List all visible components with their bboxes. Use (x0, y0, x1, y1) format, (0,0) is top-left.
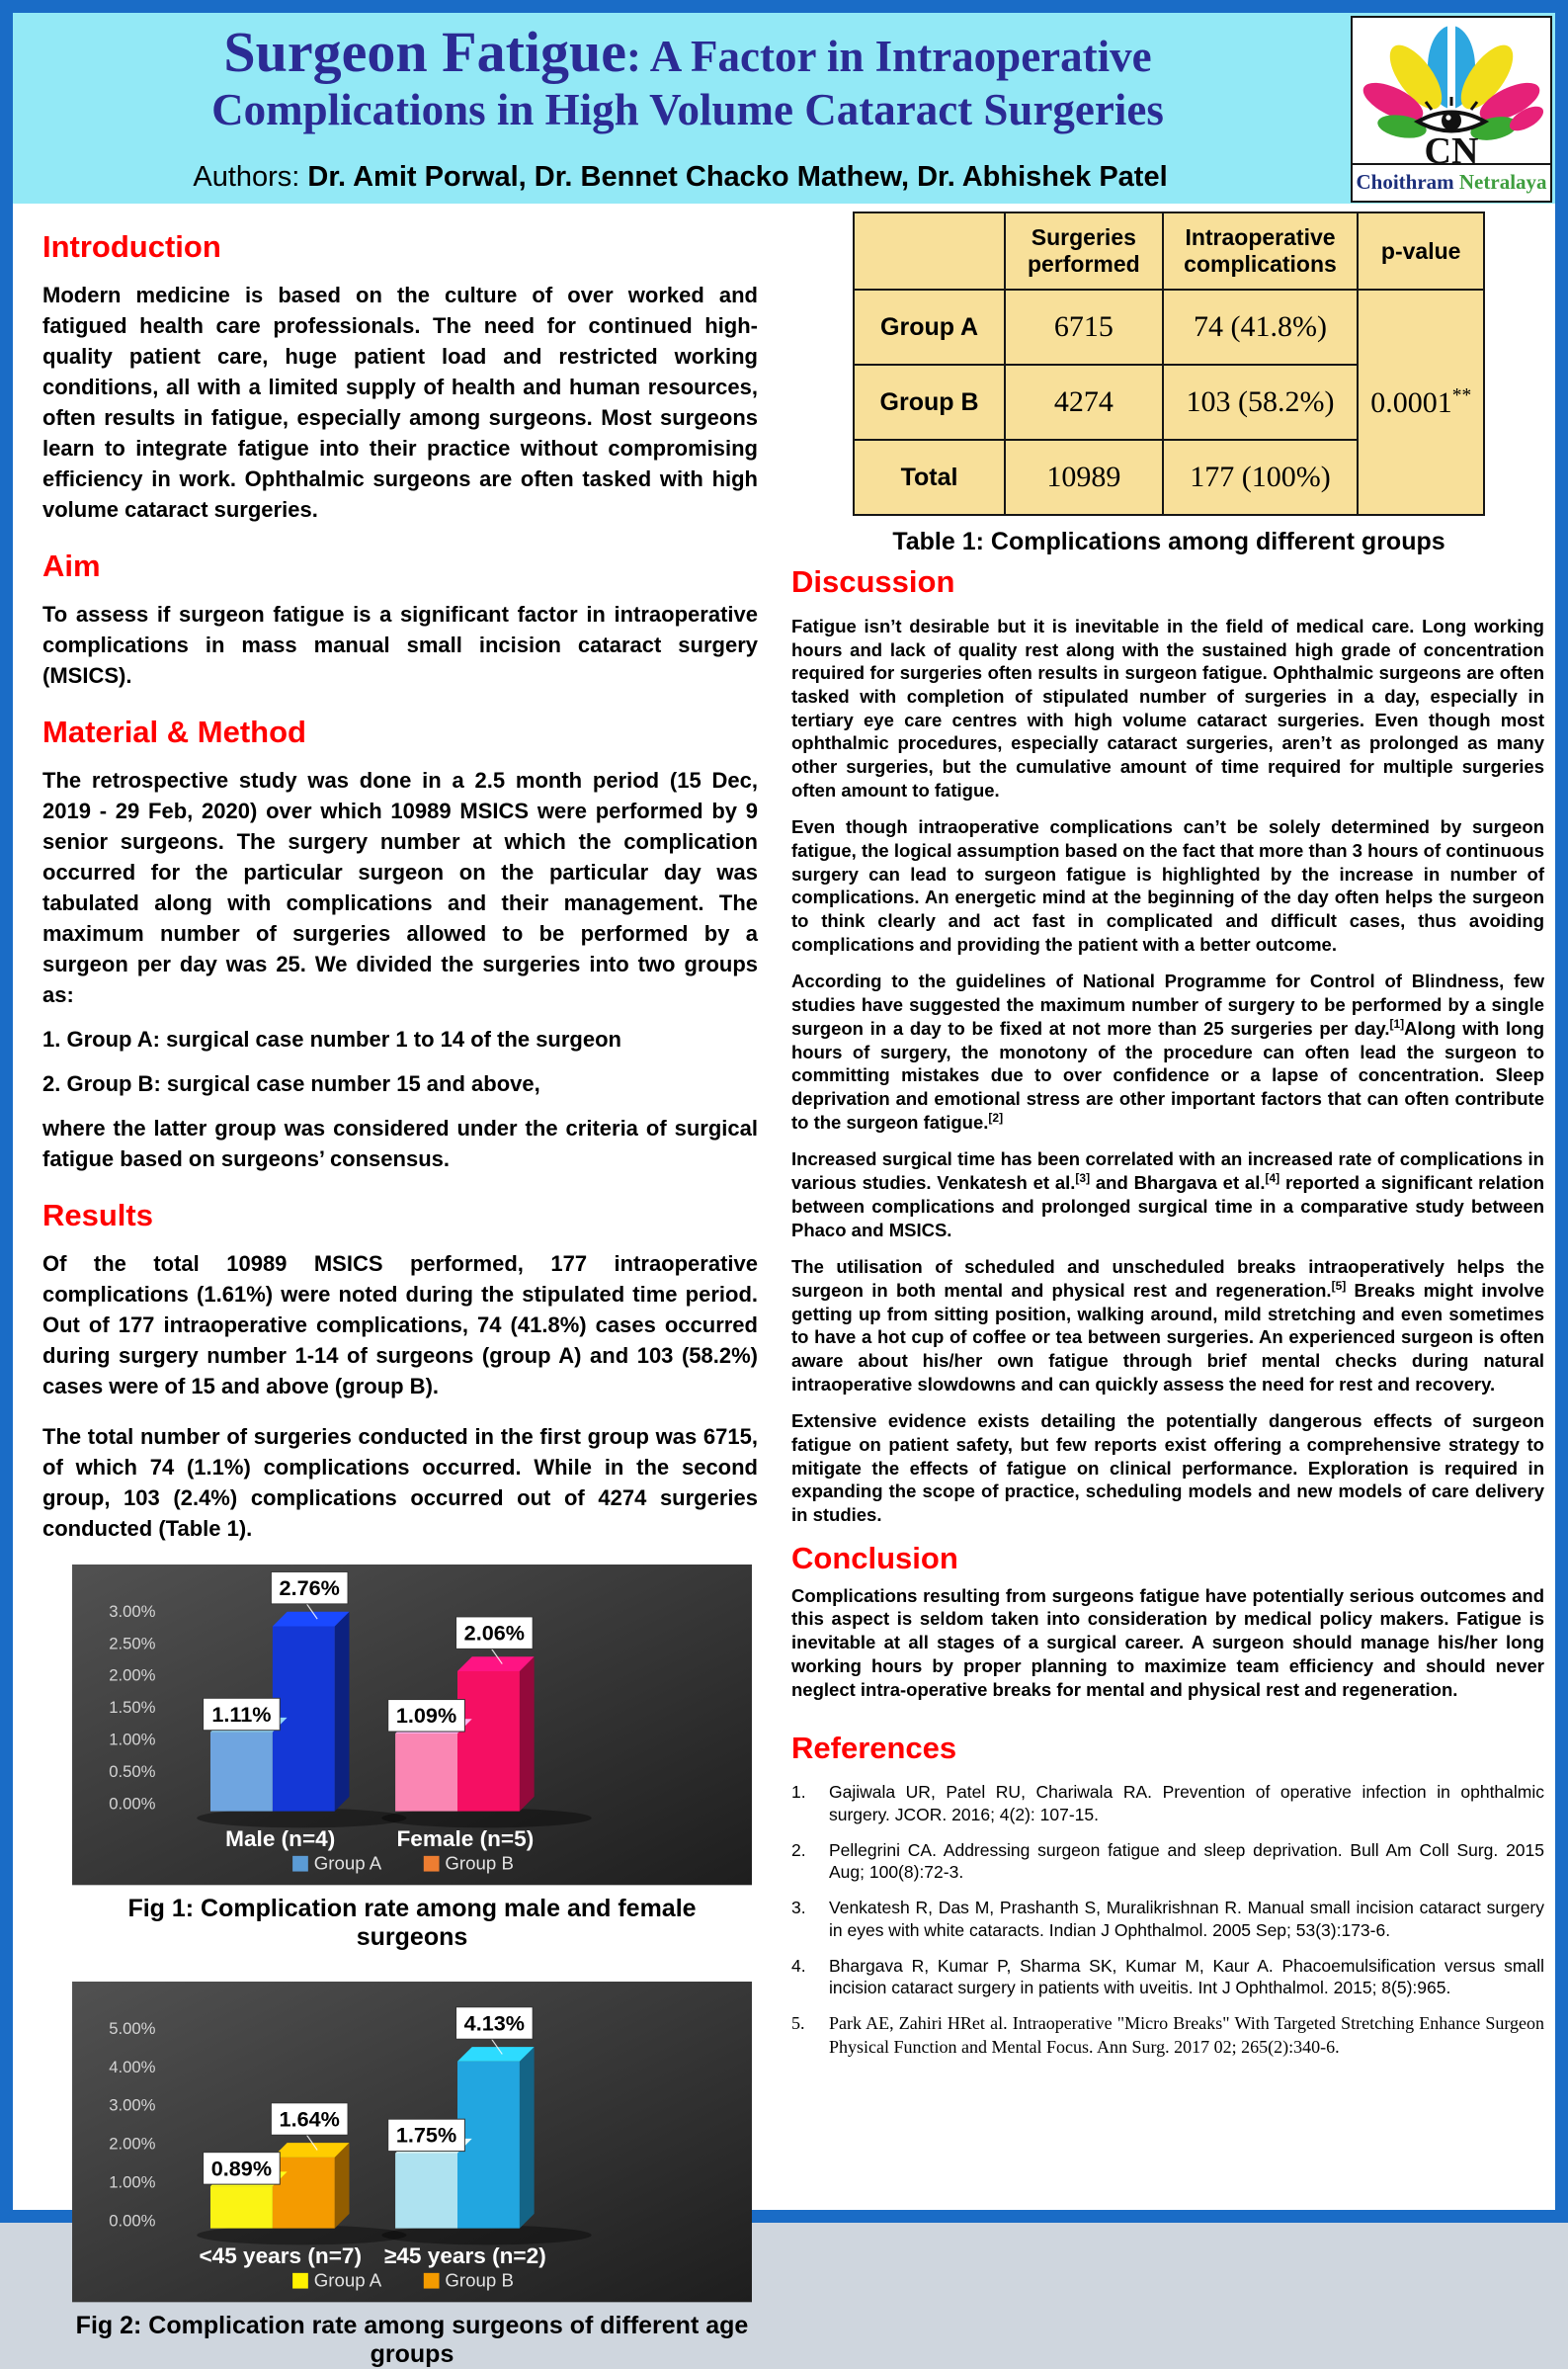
group-b-surgeries: 4274 (1005, 365, 1163, 440)
title-line1 (52, 21, 1323, 85)
section-heading-results: Results (42, 1198, 153, 1233)
conclusion-paragraph: Complications resulting from surgeons fatigue have potentially serious outcomes and this aspect is seldom taken into consideration by medical policy makers. Fatigue is inevitable at all stages of a surgical career. A surgeon should manage his/her long working hours by proper planning to maximize team efficiency and should never neglect intra-operative breaks for mental and physical rest and regeneration. (791, 1584, 1544, 1700)
logo-monogram: CN (1424, 130, 1479, 172)
header (13, 13, 1555, 204)
reference-number: 4. (791, 1955, 806, 1976)
reference-item (791, 1955, 1544, 2000)
section-heading-method: Material & Method (42, 715, 306, 750)
reference-text: Park AE, Zahiri HRet al. Intraoperative "Micro Breaks" With Targeted Stretching Enhance Surgeon Physical Function and Mental Focus. Ann Surg. 2017 02; 265(2):340-6. (829, 2013, 1544, 2057)
svg-text:0.89%: 0.89% (210, 2156, 273, 2181)
reference-text: Pellegrini CA. Addressing surgeon fatigue and sleep deprivation. Bull Am Coll Surg. 2015 Aug; 100(8):72-3. (829, 1839, 1544, 1883)
figure-2 (72, 1982, 752, 2369)
svg-text:2.50%: 2.50% (109, 1633, 156, 1652)
references-list (791, 1781, 1544, 2059)
svg-text:1.50%: 1.50% (109, 1697, 156, 1717)
discussion-paragraph-3: According to the guidelines of National Programme for Control of Blindness, few studies have suggested the maximum number of surgery to be performed by a single surgeon in a day to be fixed at not more than 25 surgeries per day.[1]Along with long hours of surgery, the monotony of the procedure can often lead the surgeon to committing mistakes due to over confidence or a lapse of concentration. Sleep deprivation and emotional stress are other important factors that can often contribute to the surgeon fatigue.[2] (791, 971, 1544, 1133)
row-label-group-b: Group B (854, 365, 1005, 440)
reference-item (791, 1781, 1544, 1826)
results-paragraph-2: The total number of surgeries conducted in the first group was 6715, of which 74 (1.1%) complications occurred. While in the second group, 103 (2.4%) complications occurred out of 4274 surgeries conducted (Table 1). (42, 1424, 758, 1542)
authors-line (42, 161, 1318, 194)
title-lead: Surgeon Fatigue (223, 20, 627, 84)
reference-number: 2. (791, 1839, 806, 1860)
fig1-svg (72, 1565, 752, 1885)
svg-text:3.00%: 3.00% (109, 1601, 156, 1621)
group-b-complications: 103 (58.2%) (1163, 365, 1359, 440)
svg-text:2.06%: 2.06% (463, 1620, 525, 1646)
discussion-paragraph-2: Even though intraoperative complications can’t be solely determined by surgeon fatigue, the logical assumption based on the fact that more than 3 hours of continuous surgery can lead to surgeon fatigue is highlighted by the increase in number of complications. An energetic mind at the beginning of the day often helps the surgeon to think clearly and act fast in complicated and difficult cases, thus avoiding complications and providing the patient with a better outcome. (791, 816, 1544, 955)
reference-text: Venkatesh R, Das M, Prashanth S, Muralikrishnan R. Manual small incision cataract surgery in eyes with white cataracts. Indian J Ophthalmol. 2005 Sep; 53(3):173-6. (829, 1898, 1544, 1940)
table1-caption: Table 1: Complications among different groups (892, 528, 1445, 555)
row-label-group-a: Group A (854, 290, 1005, 365)
fig1-caption: Fig 1: Complication rate among male and female surgeons (127, 1894, 697, 1951)
fig2-svg (72, 1982, 752, 2302)
left-column (42, 229, 758, 2369)
introduction-paragraph: Modern medicine is based on the culture of over worked and fatigued health care professionals. The need for continued high-quality patient care, huge patient load and restricted working conditions, all with a limited supply of health and human resources, often results in fatigue, especially among surgeons. Most surgeons learn to integrate fatigue into their practice without compromising efficiency in work. Ophthalmic surgeons are often tasked with high volume cataract surgeries. (42, 283, 758, 523)
method-list-item-1: 1. Group A: surgical case number 1 to 14 of the surgeon (42, 1027, 621, 1053)
page-title (52, 21, 1323, 134)
group-a-complications: 74 (41.8%) (1163, 290, 1359, 365)
p-value-cell (1358, 290, 1484, 515)
table-header-complications: Intraoperative complications (1163, 212, 1359, 290)
method-list-item-2: 2. Group B: surgical case number 15 and above, (42, 1071, 540, 1097)
svg-text:1.75%: 1.75% (395, 2122, 457, 2148)
svg-text:4.13%: 4.13% (463, 2010, 525, 2036)
authors-names: Dr. Amit Porwal, Dr. Bennet Chacko Mathew, Dr. Abhishek Patel (307, 161, 1168, 193)
discussion-paragraph-6: Extensive evidence exists detailing the potentially dangerous effects of surgeon fatigue on patient safety, but few reports exist offering a comprehensive strategy to mitigate the effects of fatigue on clinical performance. Exploration is required in expanding the scope of practice, scheduling models and new models of care delivery in studies. (791, 1410, 1544, 1526)
svg-text:Female (n=5): Female (n=5) (396, 1825, 535, 1851)
results-paragraph-1: Of the total 10989 MSICS performed, 177 intraoperative complications (1.61%) were noted during the stipulated time period. Out of 177 intraoperative complications, 74 (41.8%) cases occurred during surgery number 1-14 of surgeons (group A) and 103 (58.2%) cases were of 15 and above (group B). (42, 1251, 758, 1399)
total-complications: 177 (100%) (1163, 440, 1359, 515)
fig1-chart (72, 1565, 752, 1885)
logo-org-name (1353, 163, 1550, 201)
reference-item (791, 1839, 1544, 1885)
figure-1 (72, 1565, 752, 1952)
svg-text:Group B: Group B (445, 2269, 514, 2291)
svg-text:1.00%: 1.00% (109, 1730, 156, 1749)
svg-text:4.00%: 4.00% (109, 2057, 156, 2076)
svg-text:2.76%: 2.76% (279, 1574, 340, 1600)
reference-text: Bhargava R, Kumar P, Sharma SK, Kumar M, Kaur A. Phacoemulsification versus small incision cataract surgery in patients with uveitis. Int J Ophthalmol. 2015; 8(5):965. (829, 1955, 1544, 1998)
svg-text:Group A: Group A (313, 2269, 382, 2291)
svg-text:Group B: Group B (445, 1852, 514, 1874)
right-column (791, 212, 1544, 2072)
reference-text: Gajiwala UR, Patel RU, Chariwala RA. Prevention of operative infection in ophthalmic surgery. JCOR. 2016; 4(2): 107-15. (829, 1782, 1544, 1824)
aim-paragraph: To assess if surgeon fatigue is a significant factor in intraoperative complications in mass manual small incision cataract surgery (MSICS). (42, 602, 758, 689)
title-line2: Complications in High Volume Cataract Surgeries (211, 84, 1164, 134)
svg-text:Group A: Group A (313, 1852, 382, 1874)
org-name-part2: Netralaya (1458, 170, 1547, 194)
svg-text:2.00%: 2.00% (109, 2134, 156, 2154)
p-value-significance: ** (1451, 384, 1472, 406)
table-header-surgeries: Surgeries performed (1005, 212, 1163, 290)
logo-flower (1353, 18, 1550, 172)
section-heading-discussion: Discussion (791, 564, 955, 599)
svg-text:1.11%: 1.11% (211, 1701, 272, 1727)
table-header-row (854, 212, 1484, 290)
total-surgeries: 10989 (1005, 440, 1163, 515)
section-heading-conclusion: Conclusion (791, 1540, 958, 1575)
svg-text:1.64%: 1.64% (279, 2106, 340, 2132)
svg-text:<45 years (n=7): <45 years (n=7) (199, 2242, 363, 2268)
section-heading-references: References (791, 1731, 957, 1766)
fig2-caption: Fig 2: Complication rate among surgeons of different age groups (75, 2312, 749, 2369)
table-header-pvalue: p-value (1358, 212, 1484, 290)
section-heading-introduction: Introduction (42, 229, 221, 264)
row-label-total: Total (854, 440, 1005, 515)
discussion-paragraph-4: Increased surgical time has been correlated with an increased rate of complications in various studies. Venkatesh et al.[3] and Bhargava et al.[4] reported a significant relation between complications and prolonged surgical time in a comparative study between Phaco and MSICS. (791, 1148, 1544, 1240)
p-value: 0.0001 (1370, 385, 1452, 419)
fig2-chart (72, 1982, 752, 2302)
svg-text:1.00%: 1.00% (109, 2172, 156, 2192)
clinic-logo (1351, 16, 1552, 203)
svg-text:3.00%: 3.00% (109, 2095, 156, 2115)
svg-text:5.00%: 5.00% (109, 2018, 156, 2038)
svg-text:0.00%: 0.00% (109, 2211, 156, 2231)
reference-number: 3. (791, 1898, 806, 1918)
discussion-paragraph-5: The utilisation of scheduled and unscheduled breaks intraoperatively helps the surgeon in both mental and physical rest and regeneration.[5] Breaks might involve getting up from sitting position, walking around, mild stretching and even sometimes to have a hot cup of coffee or tea between surgeries. An experienced surgeon is often aware about his/her own fatigue through brief mental checks during natural intraoperative slowdowns and can quickly assess the need for rest and recovery. (791, 1256, 1544, 1395)
section-heading-aim: Aim (42, 549, 101, 584)
table1-wrap (853, 212, 1485, 516)
method-paragraph-2: where the latter group was considered under the criteria of surgical fatigue based on surgeons’ consensus. (42, 1116, 758, 1172)
authors-label: Authors: (193, 161, 300, 193)
table-header-blank (854, 212, 1005, 290)
title-line1-rest: : A Factor in Intraoperative (626, 32, 1152, 81)
svg-text:2.00%: 2.00% (109, 1665, 156, 1685)
reference-number: 1. (791, 1782, 806, 1803)
poster-body (13, 204, 1555, 2369)
reference-item (791, 2012, 1544, 2059)
svg-text:0.50%: 0.50% (109, 1761, 156, 1781)
svg-text:Male (n=4): Male (n=4) (225, 1825, 336, 1851)
svg-text:≥45 years (n=2): ≥45 years (n=2) (383, 2242, 546, 2268)
reference-number: 5. (791, 2013, 805, 2034)
table-row (854, 290, 1484, 365)
svg-text:1.09%: 1.09% (395, 1702, 457, 1728)
group-a-surgeries: 6715 (1005, 290, 1163, 365)
org-name-part1: Choithram (1356, 170, 1454, 194)
reference-item (791, 1897, 1544, 1942)
discussion-paragraph-1: Fatigue isn’t desirable but it is inevitable in the field of medical care. Long working hours and lack of quality rest along with the sustained high grade of concentration required for surgeries often results in surgeon fatigue. Ophthalmic surgeons are often tasked with completion of stipulated number of surgeries in a day, especially in tertiary eye care centres with high volume cataract surgeries. Even though most ophthalmic procedures, especially cataract surgeries, aren’t as prolonged as many other surgeries, but the cumulative amount of time required for multiple surgeries often amount to fatigue. (791, 616, 1544, 801)
svg-text:0.00%: 0.00% (109, 1794, 156, 1814)
method-paragraph-1: The retrospective study was done in a 2.5 month period (15 Dec, 2019 - 29 Feb, 2020) over which 10989 MSICS were performed by 9 senior surgeons. The surgery number at which the complication occurred for the particular surgeon on the particular day was tabulated along with complications and their management. The maximum number of surgeries allowed to be performed by a surgeon per day was 25. We divided the surgeries into two groups as: (42, 768, 758, 1008)
table1 (853, 212, 1485, 516)
